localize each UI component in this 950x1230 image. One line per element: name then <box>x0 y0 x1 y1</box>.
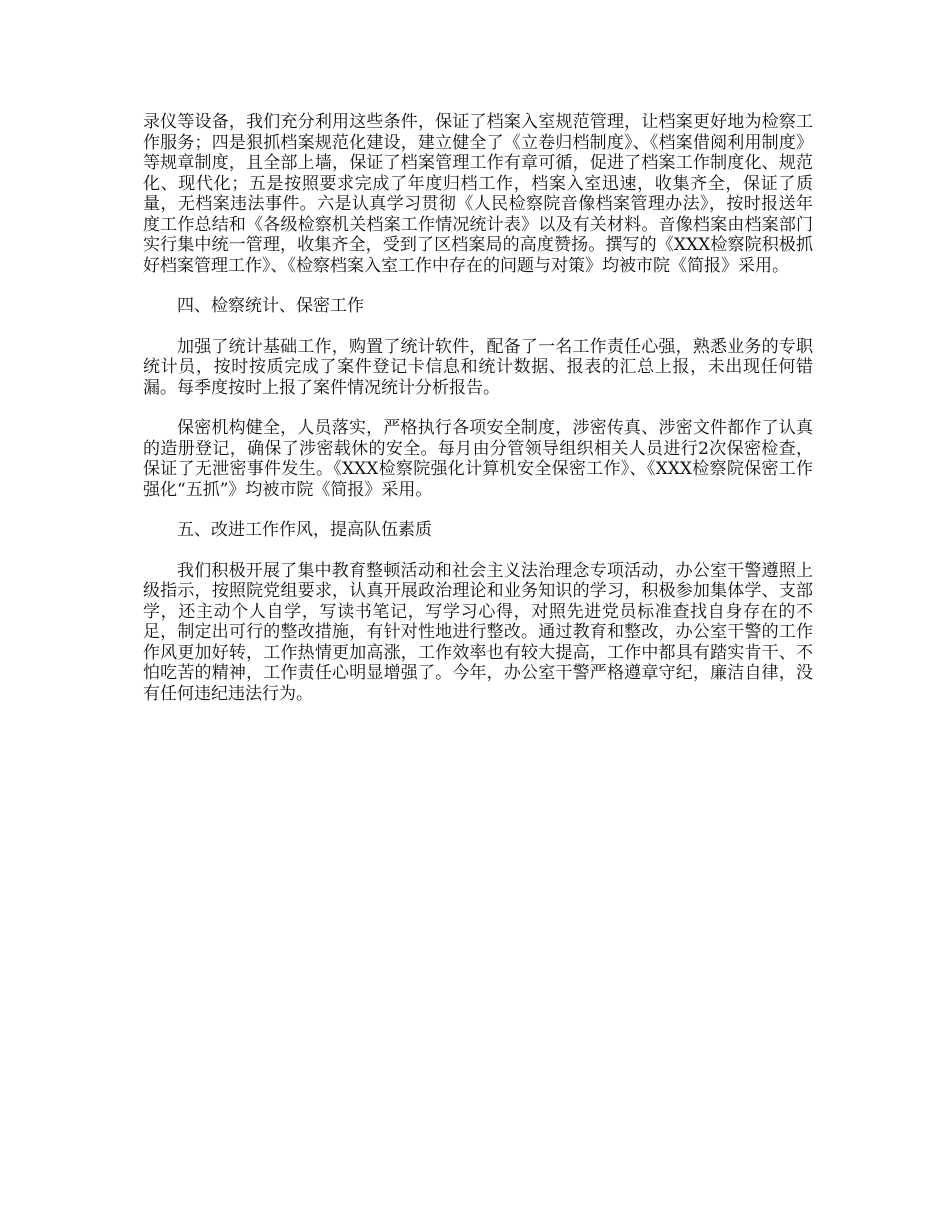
paragraph-archives-management: 录仪等设备，我们充分利用这些条件，保证了档案入室规范管理，让档案更好地为检察工作服务；四是狠抓档案规范化建设，建立健全了《立卷归档制度》、《档案借阅利用制度》等规章制度，且全部上墙，保证了档案管理工作有章可循，促进了档案工作制度化、规范化、现代化；五是按照要求完成了年度归档工作，档案入室迅速，收集齐全，保证了质量，无档案违法事件。六是认真学习贯彻《人民检察院音像档案管理办法》，按时报送年度工作总结和《各级检察机关档案工作情况统计表》以及有关材料。音像档案由档案部门实行集中统一管理，收集齐全，受到了区档案局的高度赞扬。撰写的《XXX检察院积极抓好档案管理工作》、《检察档案入室工作中存在的问题与对策》均被市院《简报》采用。 <box>143 112 813 276</box>
paragraph-confidentiality: 保密机构健全，人员落实，严格执行各项安全制度，涉密传真、涉密文件都作了认真的造册登记，确保了涉密载休的安全。每月由分管领导组织相关人员进行2次保密检查，保证了无泄密事件发生。《XXX检察院强化计算机安全保密工作》、《XXX检察院保密工作强化“五抓”》均被市院《简报》采用。 <box>143 418 813 500</box>
section-heading-work-style: 五、改进工作作风，提高队伍素质 <box>177 520 432 540</box>
document-body <box>143 112 813 724</box>
paragraph-work-style: 我们积极开展了集中教育整顿活动和社会主义法治理念专项活动，办公室干警遵照上级指示，按照院党组要求，认真开展政治理论和业务知识的学习，积极参加集体学、支部学，还主动个人自学，写读书笔记，写学习心得，对照先进党员标准查找自身存在的不足，制定出可行的整改措施，有针对性地进行整改。通过教育和整改，办公室干警的工作作风更加好转，工作热情更加高涨，工作效率也有较大提高，工作中都具有踏实肯干、不怕吃苦的精神，工作责任心明显增强了。今年，办公室干警严格遵章守纪，廉洁自律，没有任何违纪违法行为。 <box>143 560 813 704</box>
paragraph-statistics: 加强了统计基础工作，购置了统计软件，配备了一名工作责任心强，熟悉业务的专职统计员，按时按质完成了案件登记卡信息和统计数据、报表的汇总上报，未出现任何错漏。每季度按时上报了案件情况统计分析报告。 <box>143 336 813 398</box>
section-heading-statistics-confidentiality: 四、检察统计、保密工作 <box>177 296 364 316</box>
